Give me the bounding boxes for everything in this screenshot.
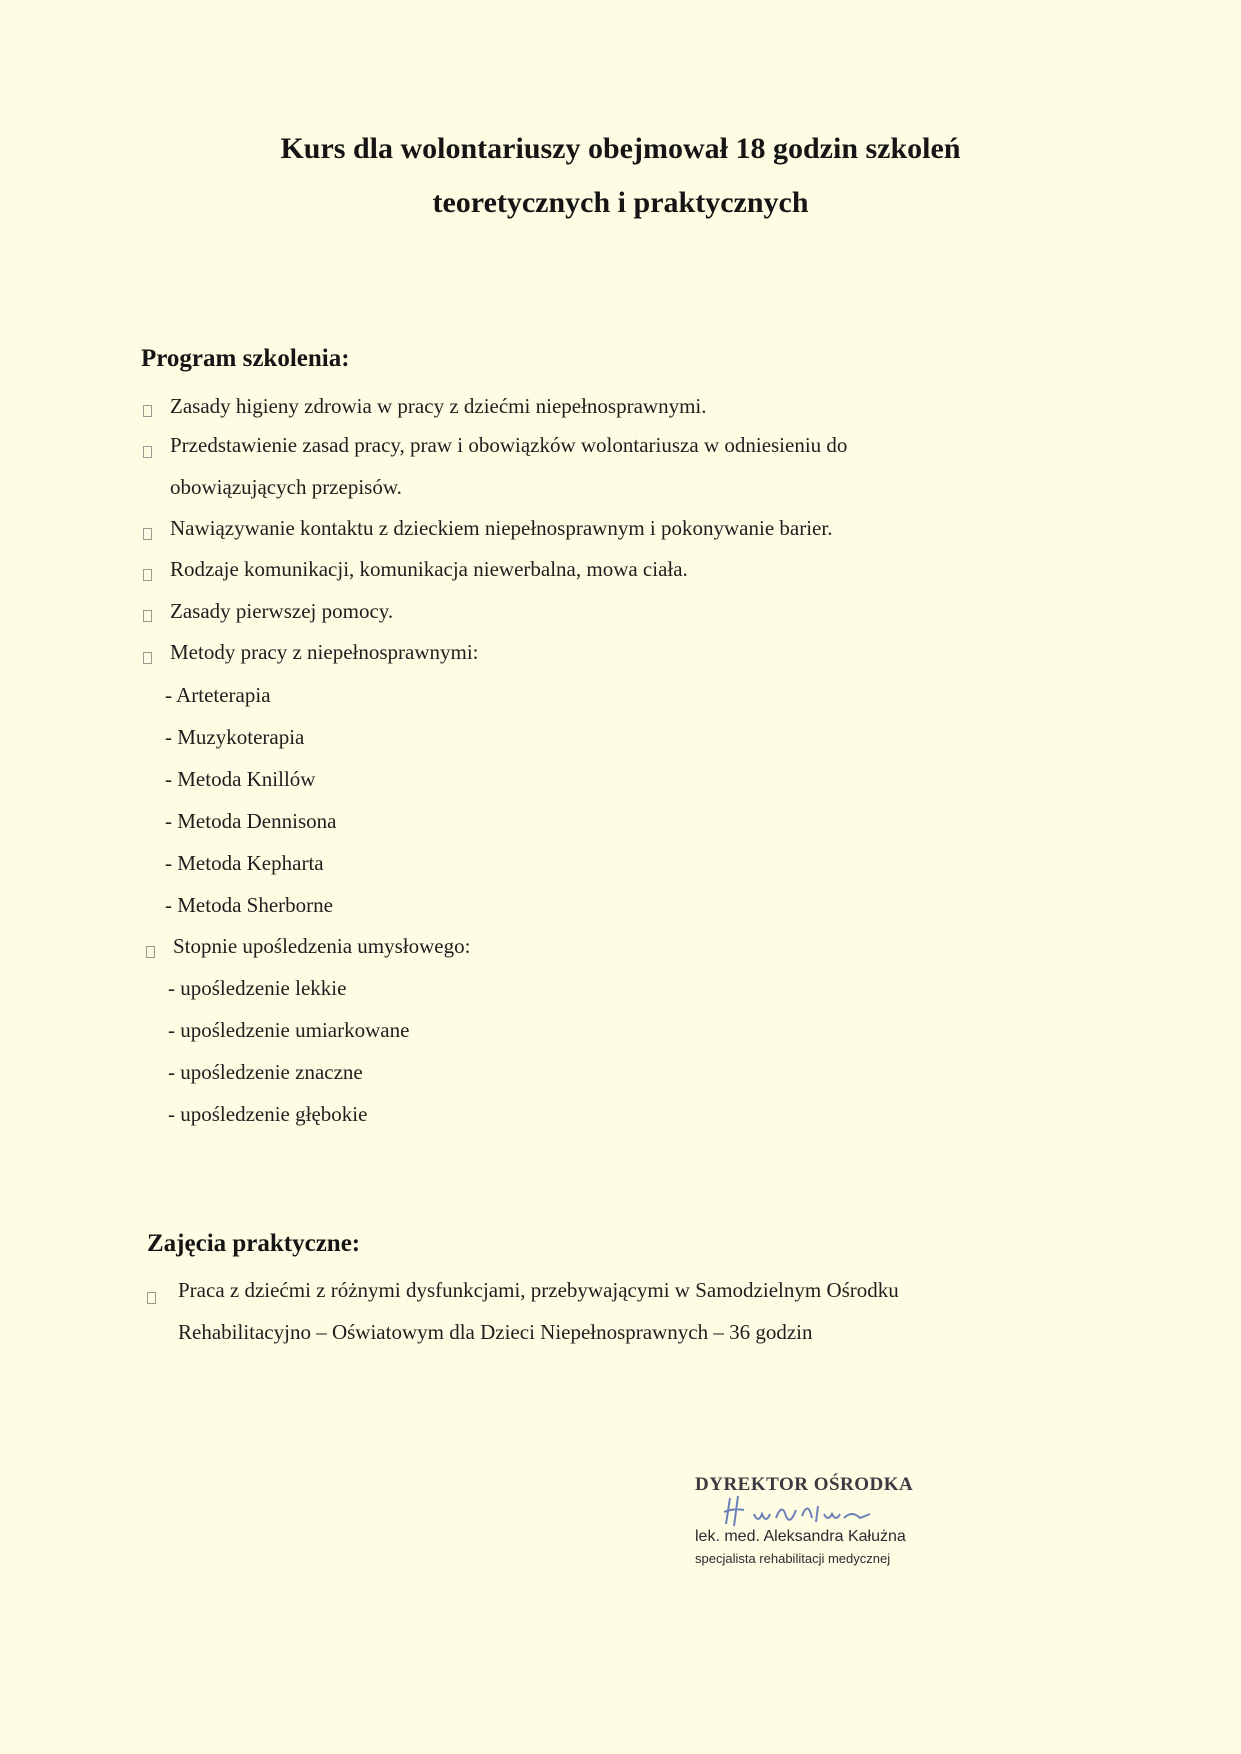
document-title-line-2: teoretycznych i praktycznych xyxy=(432,186,809,219)
bullet-icon xyxy=(143,610,152,622)
bullet-icon xyxy=(143,652,152,664)
practical-heading: Zajęcia praktyczne: xyxy=(147,1230,361,1257)
program-item-continuation: obowiązujących przepisów. xyxy=(170,475,402,499)
document-title-line-1: Kurs dla wolontariuszy obejmował 18 godzin szkoleń xyxy=(280,132,961,165)
method-item: - Metoda Kepharta xyxy=(165,851,324,875)
method-item: - Metoda Knillów xyxy=(165,767,316,791)
degrees-heading: Stopnie upośledzenia umysłowego: xyxy=(173,934,471,958)
bullet-icon xyxy=(143,405,152,417)
handwritten-signature-icon xyxy=(720,1492,920,1532)
program-item: Nawiązywanie kontaktu z dzieckiem niepełnosprawnym i pokonywanie barier. xyxy=(170,516,833,540)
degree-item: - upośledzenie lekkie xyxy=(168,976,347,1000)
bullet-icon xyxy=(146,946,155,958)
degree-item: - upośledzenie znaczne xyxy=(168,1060,363,1084)
signature-title: DYREKTOR OŚRODKA xyxy=(695,1474,914,1495)
signatory-name: lek. med. Aleksandra Kałużna xyxy=(695,1528,906,1545)
program-heading: Program szkolenia: xyxy=(141,345,350,372)
program-item: Rodzaje komunikacji, komunikacja niewerbalna, mowa ciała. xyxy=(170,557,688,581)
practical-item-continuation: Rehabilitacyjno – Oświatowym dla Dzieci Niepełnosprawnych – 36 godzin xyxy=(178,1320,813,1344)
method-item: - Metoda Sherborne xyxy=(165,893,333,917)
method-item: - Muzykoterapia xyxy=(165,725,305,749)
practical-item: Praca z dziećmi z różnymi dysfunkcjami, przebywającymi w Samodzielnym Ośrodku xyxy=(178,1278,899,1302)
program-item: Metody pracy z niepełnosprawnymi: xyxy=(170,640,479,664)
bullet-icon xyxy=(143,446,152,458)
program-item: Zasady pierwszej pomocy. xyxy=(170,599,394,623)
method-item: - Metoda Dennisona xyxy=(165,809,337,833)
program-item: Zasady higieny zdrowia w pracy z dziećmi niepełnosprawnymi. xyxy=(170,394,707,418)
bullet-icon xyxy=(143,528,152,540)
signatory-role: specjalista rehabilitacji medycznej xyxy=(695,1551,891,1566)
degree-item: - upośledzenie umiarkowane xyxy=(168,1018,410,1042)
bullet-icon xyxy=(147,1292,156,1304)
method-item: - Arteterapia xyxy=(165,683,271,707)
bullet-icon xyxy=(143,569,152,581)
degree-item: - upośledzenie głębokie xyxy=(168,1102,368,1126)
program-item: Przedstawienie zasad pracy, praw i obowiązków wolontariusza w odniesieniu do xyxy=(170,433,848,457)
